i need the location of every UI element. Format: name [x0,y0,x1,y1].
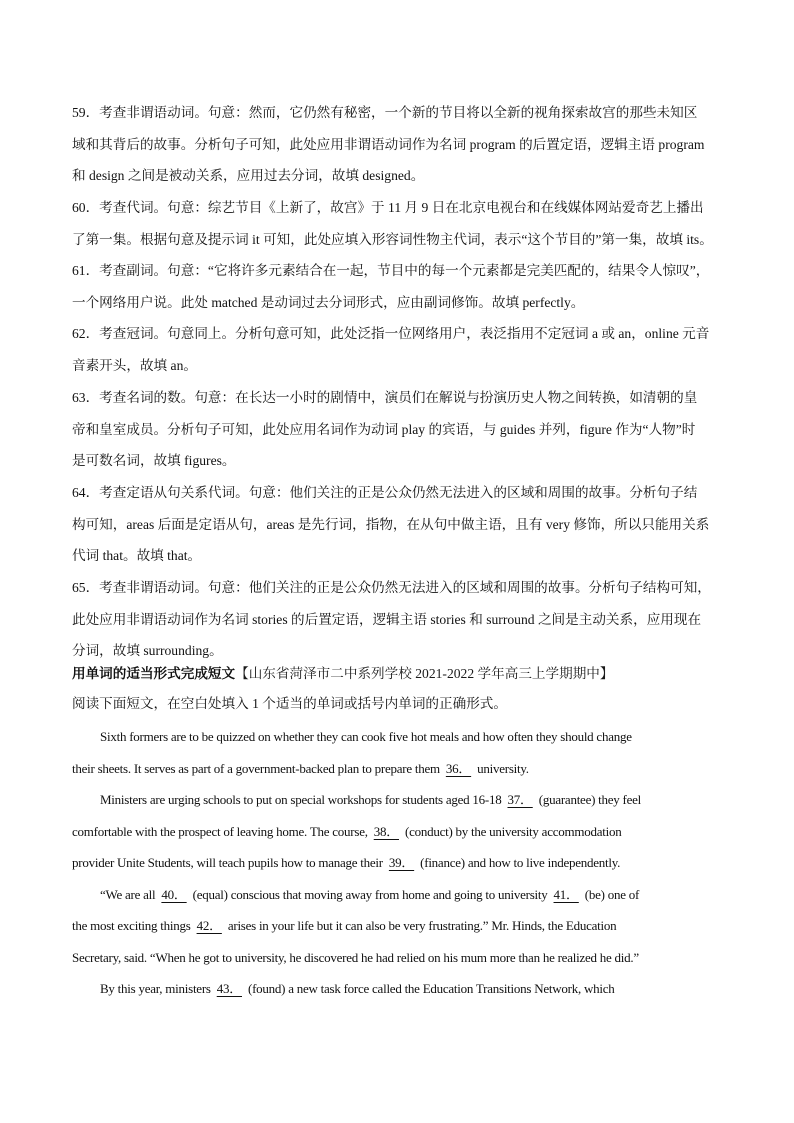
answer-65 [72,572,724,667]
passage-text: (equal) conscious that moving away from home and going to university [192,886,548,902]
passage-line [72,784,712,816]
blank-38[interactable]: 38． [373,823,399,839]
blank-40[interactable]: 40． [161,886,187,902]
blank-39[interactable]: 39． [388,855,415,870]
blank-41[interactable]: 41． [553,886,579,902]
passage-line [72,973,712,1005]
passage-text: (found) a new task force called the Education Transitions Network, which [247,981,615,996]
section-heading [72,664,732,684]
passage-text: university. [477,760,529,776]
answer-line: 62．考查冠词。句意同上。分析句意可知，此处泛指一位网络用户，表泛指用不定冠词 a 或 an，online 元音 [72,326,710,341]
answer-line: 一个网络用户说。此处 matched 是动词过去分词形式，应由副词修饰。故填 perfectly。 [72,294,585,310]
answer-line: 构可知，areas 后面是定语从句，areas 是先行词，指物，在从句中做主语，且有 very 修饰，所以只能用关系 [72,516,710,532]
answer-line: 域和其背后的故事。分析句子可知，此处应用非谓语动词作为名词 program 的后置定语，逻辑主语 program [72,136,705,152]
passage-text: (finance) and how to live independently. [420,855,621,870]
answer-64 [72,477,724,572]
passage-text: provider Unite Students, will teach pupils how to manage their [72,855,383,870]
answer-line: 是可数名词，故填 figures。 [72,453,236,468]
section-source: 【山东省菏泽市二中系列学校 2021-2022 学年高三上学期期中】 [235,666,614,681]
blank-36[interactable]: 36． [445,760,472,776]
answer-line: 60．考查代词。句意：综艺节目《上新了，故宫》于 11 月 9 日在北京电视台和在线媒体网站爱奇艺上播出 [72,200,704,215]
blank-43[interactable]: 43． [216,981,242,996]
answer-60 [72,192,724,255]
answer-line: 61．考查副词。句意：“它将许多元素结合在一起，节目中的每一个元素都是完美匹配的，结果令人惊叹”， [72,263,710,278]
passage-text: arises in your life but it can also be very frustrating.” Mr. Hinds, the Education [227,918,617,933]
answer-line: 此处应用非谓语动词作为名词 stories 的后置定语，逻辑主语 stories 和 surround 之间是主动关系，应用现在 [72,611,702,627]
cloze-passage [72,721,712,1005]
passage-text: comfortable with the prospect of leaving home. The course, [72,823,368,839]
passage-text: (be) one of [584,886,640,902]
passage-text: By this year, ministers [100,981,211,996]
answer-59 [72,97,724,192]
passage-text: (guarantee) they feel [538,792,642,807]
passage-line [72,753,712,785]
answer-line: 63．考查名词的数。句意：在长达一小时的剧情中，演员们在解说与扮演历史人物之间转换，如清朝的皇 [72,390,698,405]
answer-line: 64．考查定语从句关系代词。句意：他们关注的正是公众仍然无法进入的区域和周围的故事。分析句子结 [72,485,698,500]
answer-line: 分词，故填 surrounding。 [72,643,223,658]
blank-42[interactable]: 42． [196,918,222,933]
answer-63 [72,382,724,477]
passage-text: their sheets. It serves as part of a government-backed plan to prepare them [72,760,440,776]
answer-61 [72,255,724,318]
section-instruction: 阅读下面短文，在空白处填入 1 个适当的单词或括号内单词的正确形式。 [72,696,507,711]
answer-line: 帝和皇室成员。分析句子可知，此处应用名词作为动词 play 的宾语，与 guides 并列，figure 作为“人物”时 [72,421,696,437]
passage-line [72,879,712,911]
answer-line: 65．考查非谓语动词。句意：他们关注的正是公众仍然无法进入的区域和周围的故事。分析句子结构可知， [72,580,711,595]
answer-line: 代词 that。故填 that。 [72,548,202,563]
passage-line [72,816,712,848]
passage-line: Secretary, said. “When he got to university, he discovered he had relied on his mum more than he realized he did.” [72,949,639,965]
answer-line: 59．考查非谓语动词。句意：然而，它仍然有秘密，一个新的节目将以全新的视角探索故宫的那些未知区 [72,105,698,120]
passage-line: Sixth formers are to be quizzed on whether they can cook five hot meals and how often they should change [100,729,632,744]
passage-line [72,910,712,942]
answer-62 [72,318,724,381]
passage-text: (conduct) by the university accommodation [404,823,622,839]
passage-text: the most exciting things [72,918,191,933]
answer-line: 音素开头，故填 an。 [72,357,197,373]
blank-37[interactable]: 37． [507,792,533,807]
passage-text: “We are all [100,886,156,902]
passage-line [72,847,712,879]
answer-line: 和 design 之间是被动关系，应用过去分词，故填 designed。 [72,168,425,183]
section-title: 用单词的适当形式完成短文 [72,666,236,681]
passage-text: Ministers are urging schools to put on special workshops for students aged 16-18 [100,792,502,807]
answer-line: 了第一集。根据句意及提示词 it 可知，此处应填入形容词性物主代词，表示“这个节目的”第一集，故填 its。 [72,231,713,247]
